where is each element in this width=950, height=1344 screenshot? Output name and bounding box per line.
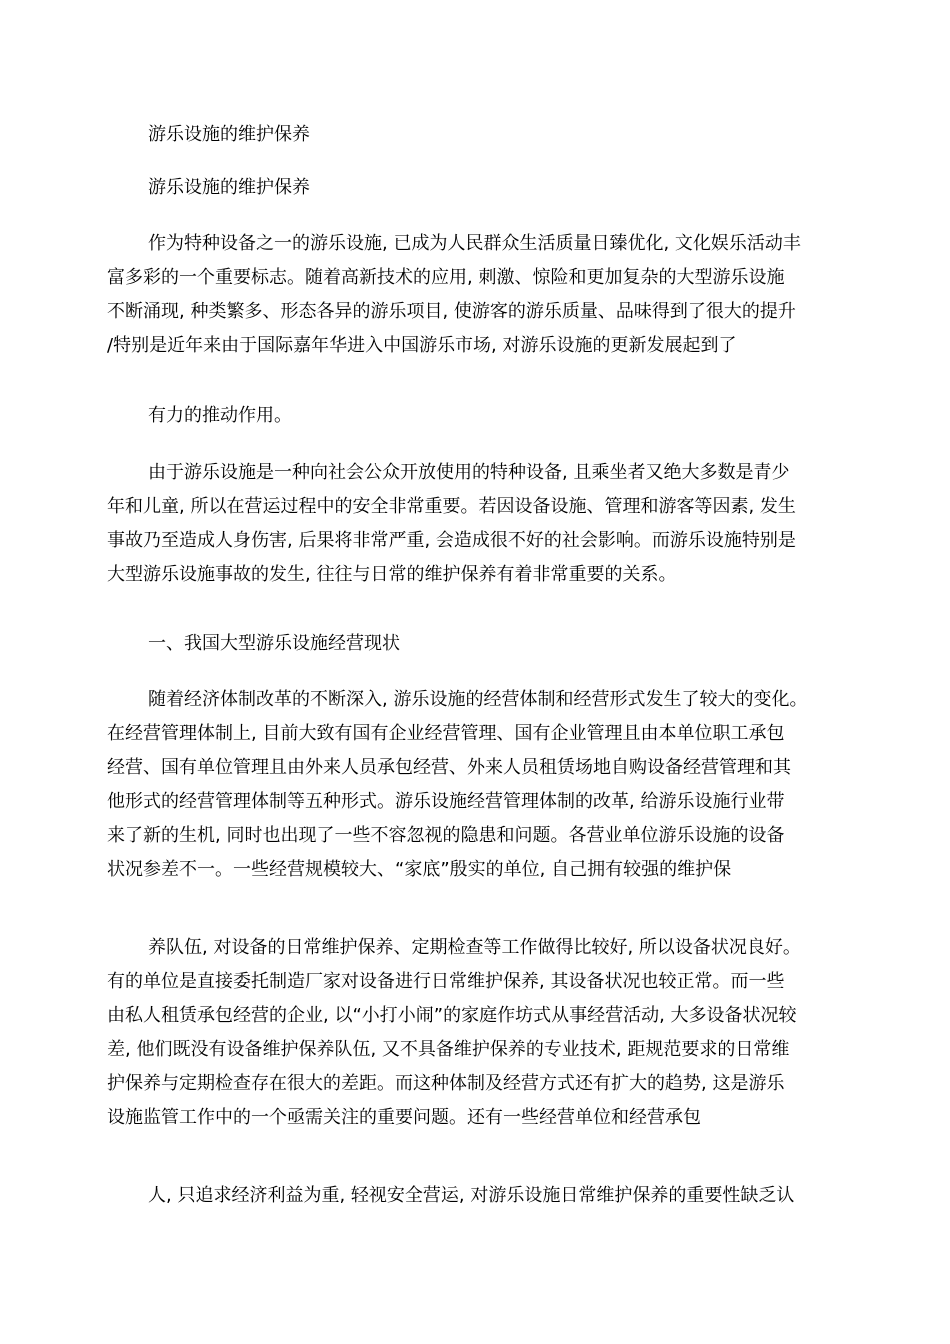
paragraph-line: 养队伍, 对设备的日常维护保养、定期检查等工作做得比较好, 所以设备状况良好。: [148, 937, 801, 958]
title-line: 游乐设施的维护保养: [148, 124, 310, 145]
paragraph-line: 随着经济体制改革的不断深入, 游乐设施的经营体制和经营形式发生了较大的变化。: [148, 689, 808, 710]
paragraph-line: 由私人租赁承包经营的企业, 以“小打小闹”的家庭作坊式从事经营活动, 大多设备状况较: [107, 1005, 797, 1026]
paragraph-line: 有力的推动作用。: [148, 405, 292, 426]
paragraph-intro: [107, 227, 835, 363]
document-title-2: [107, 171, 835, 205]
paragraph-line: 他形式的经营管理体制等五种形式。游乐设施经营管理体制的改革, 给游乐设施行业带: [107, 791, 785, 812]
paragraph-line: /特别是近年来由于国际嘉年华进入中国游乐市场, 对游乐设施的更新发展起到了: [107, 335, 737, 356]
paragraph-line: 状况参差不一。一些经营规模较大、“家底”殷实的单位, 自己拥有较强的维护保: [107, 859, 732, 880]
paragraph-line: 年和儿童, 所以在营运过程中的安全非常重要。若因设备设施、管理和游客等因素, 发生: [107, 496, 796, 517]
section-heading-1: [107, 627, 835, 661]
paragraph-line: 差, 他们既没有设备维护保养队伍, 又不具备维护保养的专业技术, 距规范要求的日常维: [107, 1039, 790, 1060]
paragraph-management: [107, 683, 835, 887]
title-line: 游乐设施的维护保养: [148, 177, 310, 198]
paragraph-line: 事故乃至造成人身伤害, 后果将非常严重, 会造成很不好的社会影响。而游乐设施特别是: [107, 530, 796, 551]
paragraph-line: 设施监管工作中的一个亟需关注的重要问题。还有一些经营单位和经营承包: [107, 1107, 701, 1128]
paragraph-line: 经营、国有单位管理且由外来人员承包经营、外来人员租赁场地自购设备经营管理和其: [107, 757, 791, 778]
paragraph-line: 有的单位是直接委托制造厂家对设备进行日常维护保养, 其设备状况也较正常。而一些: [107, 971, 785, 992]
section-heading: 一、我国大型游乐设施经营现状: [148, 633, 400, 654]
paragraph-line: 富多彩的一个重要标志。随着高新技术的应用, 刺激、惊险和更加复杂的大型游乐设施: [107, 267, 785, 288]
paragraph-line: 不断涌现, 种类繁多、形态各异的游乐项目, 使游客的游乐质量、品味得到了很大的提升: [107, 301, 796, 322]
paragraph-line: 来了新的生机, 同时也出现了一些不容忽视的隐患和问题。各营业单位游乐设施的设备: [107, 825, 785, 846]
paragraph-line: 人, 只追求经济利益为重, 轻视安全营运, 对游乐设施日常维护保养的重要性缺乏认: [148, 1185, 795, 1206]
document-title-1: [107, 118, 835, 152]
paragraph-intro-continued: [107, 399, 835, 433]
paragraph-maintenance: [107, 931, 835, 1135]
paragraph-line: 护保养与定期检查存在很大的差距。而这种体制及经营方式还有扩大的趋势, 这是游乐: [107, 1073, 785, 1094]
paragraph-line: 由于游乐设施是一种向社会公众开放使用的特种设备, 且乘坐者又绝大多数是青少: [148, 462, 790, 483]
paragraph-line: 作为特种设备之一的游乐设施, 已成为人民群众生活质量日臻优化, 文化娱乐活动丰: [148, 233, 801, 254]
paragraph-safety: [107, 456, 835, 592]
paragraph-line: 在经营管理体制上, 目前大致有国有企业经营管理、国有企业管理且由本单位职工承包: [107, 723, 785, 744]
paragraph-profit: [107, 1179, 835, 1213]
paragraph-line: 大型游乐设施事故的发生, 往往与日常的维护保养有着非常重要的关系。: [107, 564, 677, 585]
